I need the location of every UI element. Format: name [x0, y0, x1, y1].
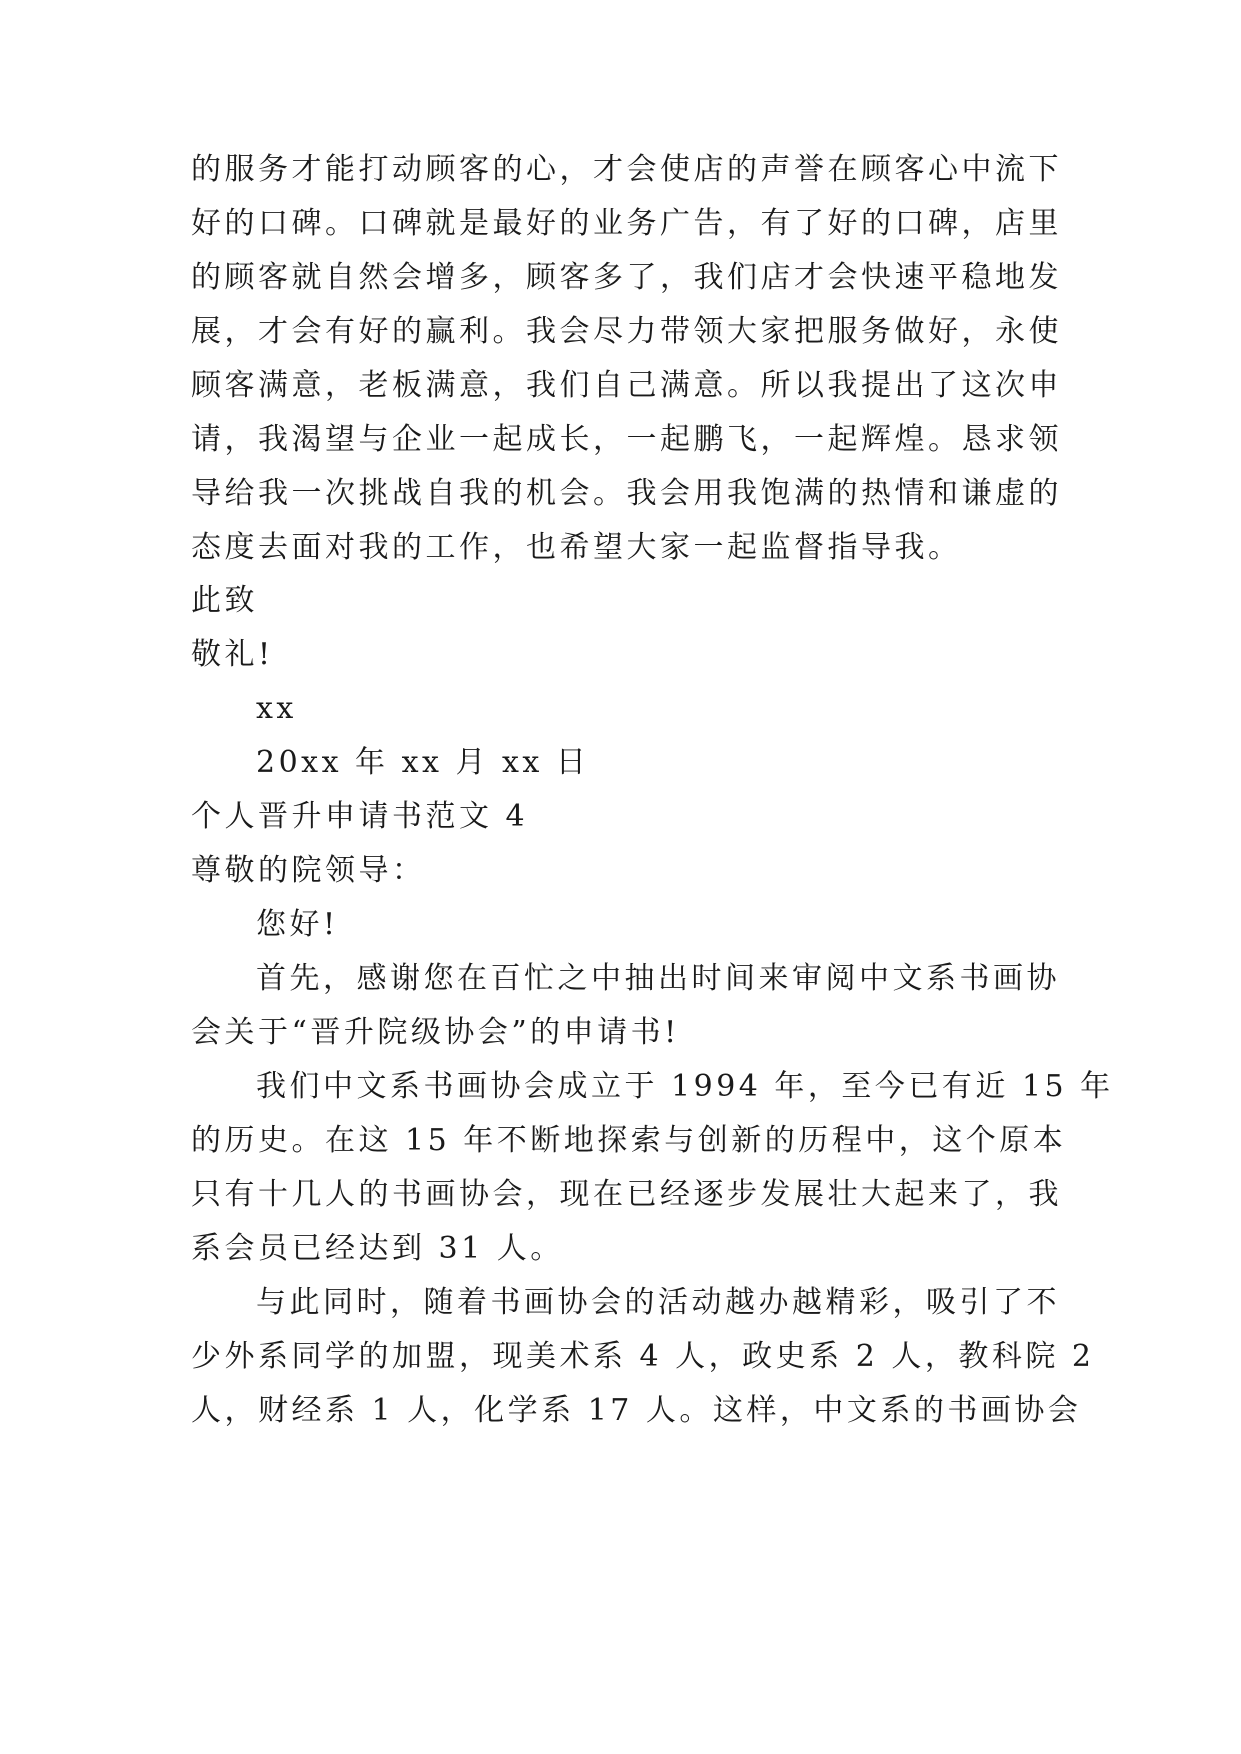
body-line: 好的口碑。口碑就是最好的业务广告，有了好的口碑，店里 — [191, 206, 1062, 241]
paragraph-line: 只有十几人的书画协会，现在已经逐步发展壮大起来了，我 — [191, 1177, 1062, 1212]
paragraph-line: 首先，感谢您在百忙之中抽出时间来审阅中文系书画协 — [256, 961, 1060, 996]
body-line: 导给我一次挑战自我的机会。我会用我饱满的热情和谦虚的 — [191, 476, 1062, 511]
addressee: 尊敬的院领导： — [191, 853, 426, 888]
paragraph-line: 我们中文系书画协会成立于 1994 年，至今已有近 15 年 — [256, 1069, 1114, 1104]
date: 20xx 年 xx 月 xx 日 — [256, 745, 590, 780]
paragraph-line: 与此同时，随着书画协会的活动越办越精彩，吸引了不 — [256, 1285, 1060, 1320]
greeting: 您好! — [256, 907, 339, 942]
body-line: 的顾客就自然会增多，顾客多了，我们店才会快速平稳地发 — [191, 260, 1062, 295]
body-line: 顾客满意，老板满意，我们自己满意。所以我提出了这次申 — [191, 368, 1062, 403]
body-line: 的服务才能打动顾客的心，才会使店的声誉在顾客心中流下 — [191, 152, 1062, 187]
paragraph-line: 会关于“晋升院级协会”的申请书! — [191, 1015, 680, 1050]
body-line: 态度去面对我的工作，也希望大家一起监督指导我。 — [191, 530, 962, 565]
body-line: 展，才会有好的赢利。我会尽力带领大家把服务做好，永使 — [191, 314, 1062, 349]
closing-text: 此致 — [191, 583, 258, 618]
signature: xx — [256, 691, 297, 726]
paragraph-line: 的历史。在这 15 年不断地探索与创新的历程中，这个原本 — [191, 1123, 1067, 1158]
body-line: 请，我渴望与企业一起成长，一起鹏飞，一起辉煌。恳求领 — [191, 422, 1062, 457]
section-title: 个人晋升申请书范文 4 — [191, 799, 529, 834]
paragraph-line: 系会员已经达到 31 人。 — [191, 1231, 564, 1266]
paragraph-line: 少外系同学的加盟，现美术系 4 人，政史系 2 人，教科院 2 — [191, 1339, 1095, 1374]
paragraph-line: 人，财经系 1 人，化学系 17 人。这样，中文系的书画协会 — [191, 1393, 1082, 1428]
salute-text: 敬礼! — [191, 637, 274, 672]
